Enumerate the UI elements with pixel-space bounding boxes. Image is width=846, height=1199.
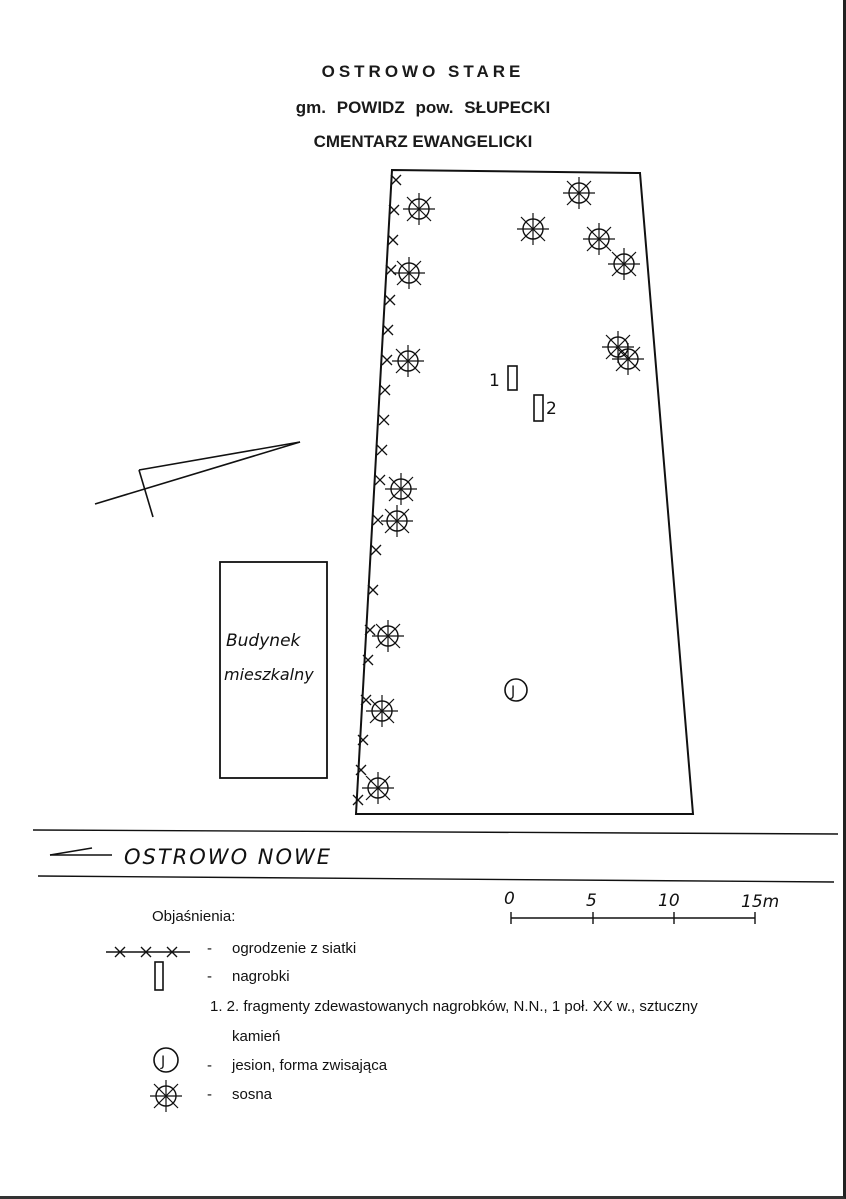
legend-dash: -: [207, 1057, 212, 1074]
title-village: OSTROWO STARE: [321, 62, 525, 81]
legend-ash-symbol: J: [161, 1054, 166, 1070]
building-label-line1: Budynek: [226, 631, 301, 651]
north-arrow-icon: [95, 442, 300, 517]
legend-pine-icon: [150, 1080, 182, 1112]
pine-icon: [612, 343, 644, 375]
pine-icon: [362, 772, 394, 804]
pine-trees: [362, 177, 644, 804]
legend-fence-icon: [106, 947, 190, 957]
legend-dash: -: [207, 940, 212, 957]
pine-icon: [517, 213, 549, 245]
legend-pine-text: sosna: [232, 1086, 273, 1103]
pine-icon: [403, 193, 435, 225]
legend-graves-text: nagrobki: [232, 968, 290, 985]
legend-ash-text: jesion, forma zwisająca: [232, 1057, 388, 1074]
legend-dash: -: [207, 1086, 212, 1103]
arrow-left-icon: [50, 848, 112, 855]
ash-tree-icon: [505, 679, 527, 701]
pine-icon: [372, 620, 404, 652]
road-edge-top: [33, 830, 838, 834]
pine-icon: [381, 505, 413, 537]
building-label-line2: mieszkalny: [224, 665, 314, 684]
scale-tick-10: 10: [658, 891, 680, 911]
cemetery-boundary: [356, 170, 693, 814]
legend-dash: -: [207, 968, 212, 985]
pine-icon: [385, 473, 417, 505]
pine-icon: [608, 248, 640, 280]
title-cemetery: CMENTARZ EWANGELICKI: [313, 132, 533, 151]
pine-icon: [392, 345, 424, 377]
pine-icon: [366, 695, 398, 727]
pine-icon: [393, 257, 425, 289]
grave-1-marker: [508, 366, 517, 390]
legend-title: Objaśnienia:: [152, 908, 236, 925]
scale-tick-5: 5: [586, 891, 597, 911]
pine-icon: [583, 223, 615, 255]
legend-fence-text: ogrodzenie z siatki: [232, 940, 357, 957]
scale-tick-0: 0: [504, 889, 515, 909]
grave-1-label: 1: [489, 371, 500, 391]
grave-2-label: 2: [546, 399, 557, 419]
road-label: OSTROWO NOWE: [124, 845, 333, 869]
road-edge-bottom: [38, 876, 834, 882]
ash-tree-symbol: J: [511, 684, 516, 700]
scale-bar: [504, 889, 779, 924]
scale-tick-15: 15m: [741, 892, 780, 912]
legend-note-line2: kamień: [232, 1028, 281, 1045]
grave-2-marker: [534, 395, 543, 421]
legend-ash-icon: [154, 1048, 178, 1072]
title-commune-county: gm. POWIDZ pow. SŁUPECKI: [295, 98, 551, 117]
legend-note-line1: 1. 2. fragmenty zdewastowanych nagrobków, N.N., 1 poł. XX w., sztuczny: [210, 998, 698, 1015]
legend-grave-icon: [155, 962, 163, 990]
pine-icon: [563, 177, 595, 209]
